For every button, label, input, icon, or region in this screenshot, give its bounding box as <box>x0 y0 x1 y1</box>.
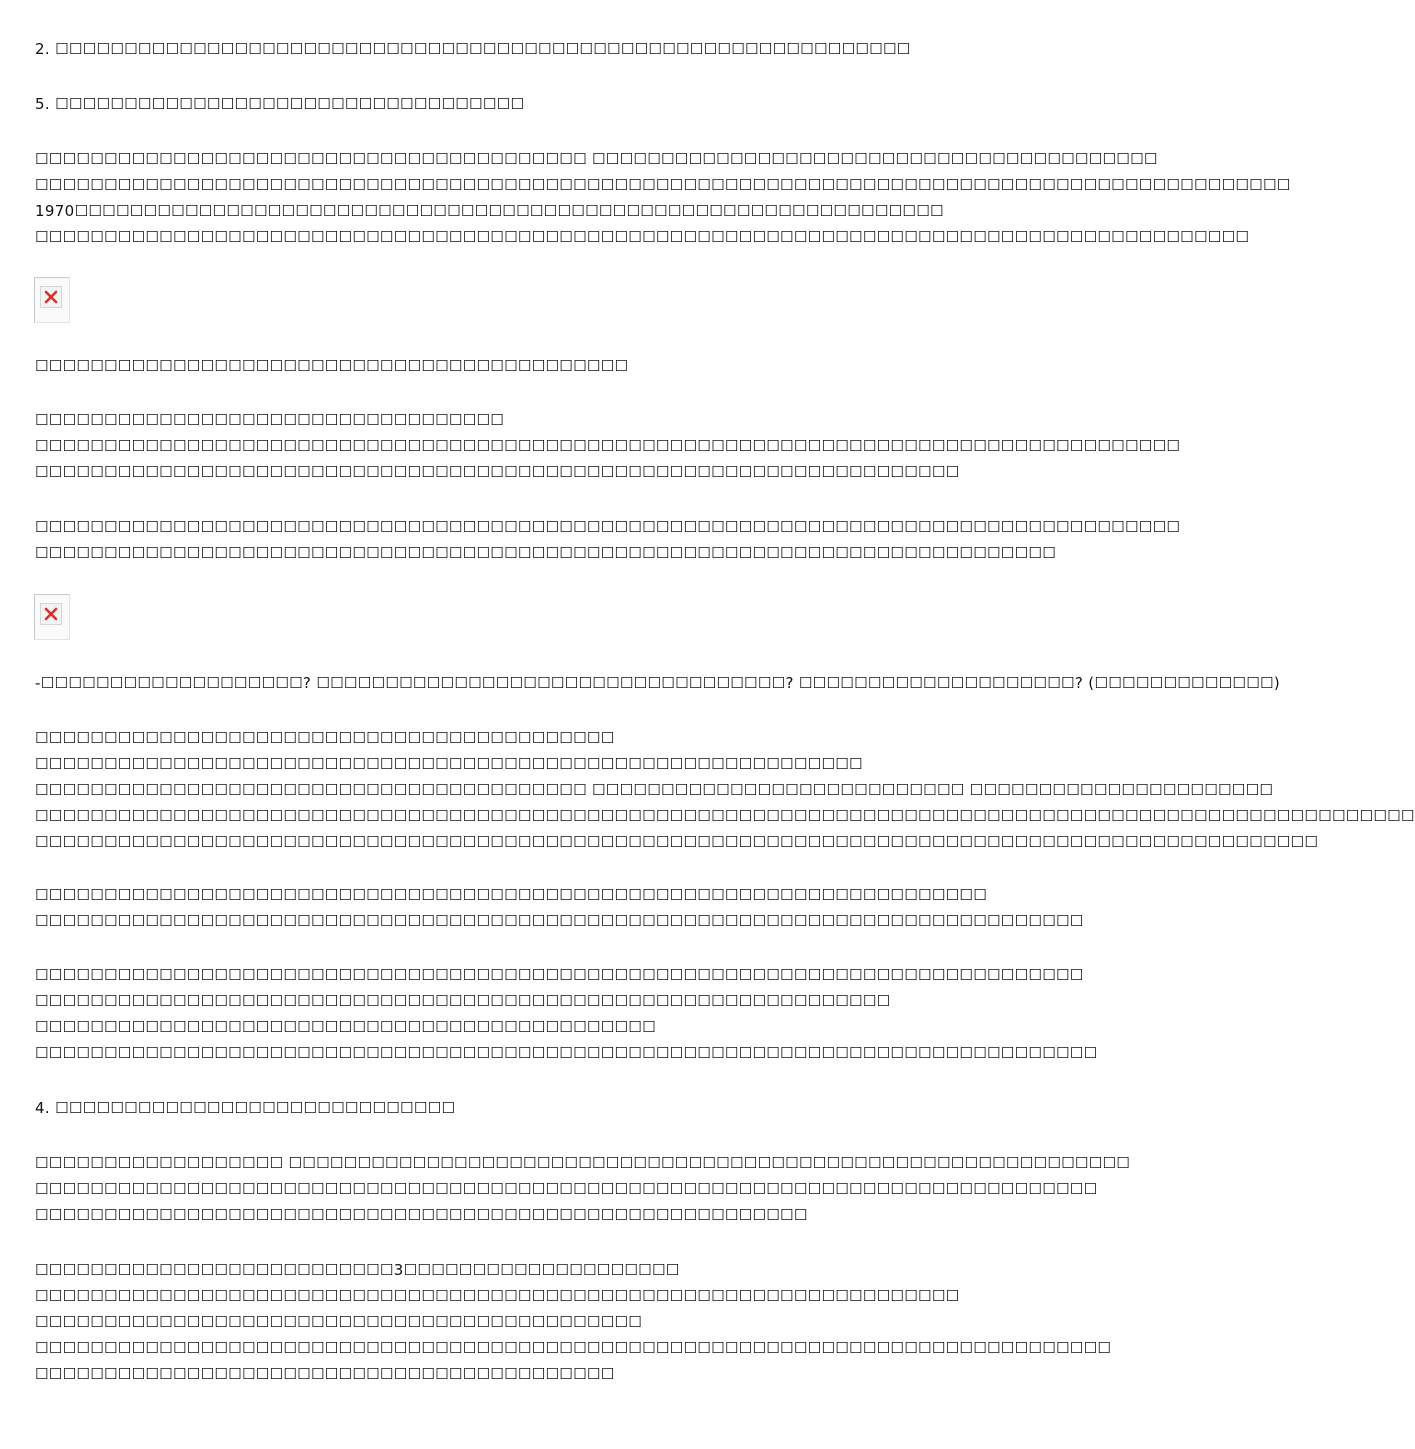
paragraph-line: ☐☐☐☐☐☐☐☐☐☐☐☐☐☐☐☐☐☐☐☐☐☐☐☐☐☐☐☐☐☐☐☐☐☐☐☐☐☐☐☐☐☐☐☐☐☐☐☐☐☐☐☐☐☐☐☐☐☐☐☐☐☐☐☐☐☐☐☐☐☐☐☐☐☐☐☐☐☐☐☐☐☐☐☐☐☐☐☐☐☐☐ <box>35 176 1291 194</box>
paragraph-line: ☐☐☐☐☐☐☐☐☐☐☐☐☐☐☐☐☐☐☐☐☐☐☐☐☐☐☐☐☐☐☐☐☐☐☐☐☐☐☐☐☐☐☐☐☐☐☐☐☐☐☐☐☐☐☐☐☐☐☐☐☐☐☐☐☐☐☐☐☐ <box>35 886 988 904</box>
paragraph-line: ☐☐☐☐☐☐☐☐☐☐☐☐☐☐☐☐☐☐☐☐☐☐☐☐☐☐☐☐☐☐☐☐☐☐☐☐☐☐☐☐☐☐☐☐☐☐☐☐☐☐☐☐☐☐☐☐☐☐☐☐☐☐☐☐☐☐☐ <box>35 463 960 481</box>
paragraph-line: ☐☐☐☐☐☐☐☐☐☐☐☐☐☐☐☐☐☐☐☐☐☐☐☐☐☐☐☐☐☐☐☐☐☐☐☐☐☐☐☐☐☐☐☐☐☐☐☐☐☐☐☐☐☐☐☐☐☐☐☐☐☐☐☐☐☐☐☐☐☐☐☐☐☐☐☐☐ <box>35 1180 1098 1198</box>
section-heading-4: 4. ☐☐☐☐☐☐☐☐☐☐☐☐☐☐☐☐☐☐☐☐☐☐☐☐☐☐☐☐☐ <box>35 1099 456 1117</box>
section-heading-2: 2. ☐☐☐☐☐☐☐☐☐☐☐☐☐☐☐☐☐☐☐☐☐☐☐☐☐☐☐☐☐☐☐☐☐☐☐☐☐☐☐☐☐☐☐☐☐☐☐☐☐☐☐☐☐☐☐☐☐☐☐☐☐☐ <box>35 40 911 58</box>
paragraph-line: ☐☐☐☐☐☐☐☐☐☐☐☐☐☐☐☐☐☐☐☐☐☐☐☐☐☐☐☐☐☐☐☐☐☐☐☐☐☐☐☐ ☐☐☐☐☐☐☐☐☐☐☐☐☐☐☐☐☐☐☐☐☐☐☐☐☐☐☐ ☐☐☐☐☐☐☐☐☐☐☐☐☐☐☐☐☐☐☐☐☐☐ <box>35 781 1274 799</box>
paragraph-line: ☐☐☐☐☐☐☐☐☐☐☐☐☐☐☐☐☐☐☐☐☐☐☐☐☐☐☐☐☐☐☐☐☐☐☐☐☐☐☐☐☐☐☐☐☐☐☐☐☐☐☐☐☐☐☐☐☐☐☐☐☐☐☐☐☐☐☐☐☐☐☐☐☐☐☐☐☐☐☐☐☐☐☐ <box>35 518 1181 536</box>
broken-image-icon <box>34 594 70 640</box>
paragraph-line: ☐☐☐☐☐☐☐☐☐☐☐☐☐☐☐☐☐☐☐☐☐☐☐☐☐☐☐☐☐☐☐☐☐☐☐☐☐☐☐☐☐☐☐☐☐☐☐☐☐☐☐☐☐☐☐☐☐☐☐☐☐☐☐☐☐☐☐☐☐☐☐☐☐☐☐☐☐ <box>35 1044 1098 1062</box>
paragraph-line: ☐☐☐☐☐☐☐☐☐☐☐☐☐☐☐☐☐☐☐☐☐☐☐☐☐☐☐☐☐☐☐☐☐☐☐☐☐☐☐☐☐☐☐☐☐☐☐☐☐☐☐☐☐☐☐☐☐☐☐☐☐☐☐☐☐☐☐☐☐☐☐☐☐☐☐☐☐☐☐☐☐☐☐☐☐☐☐☐☐☐☐☐☐☐☐☐☐☐☐☐ <box>35 807 1415 825</box>
paragraph-line: ☐☐☐☐☐☐☐☐☐☐☐☐☐☐☐☐☐☐☐☐☐☐☐☐☐☐☐☐☐☐☐☐☐☐☐☐☐☐☐☐☐☐☐☐ <box>35 1313 643 1331</box>
paragraph-line: ☐☐☐☐☐☐☐☐☐☐☐☐☐☐☐☐☐☐☐☐☐☐☐☐☐☐☐☐☐☐☐☐☐☐☐☐☐☐☐☐☐☐☐☐☐☐☐☐☐☐☐☐☐☐☐☐☐☐☐☐☐☐☐☐☐☐☐☐☐☐☐☐☐☐ <box>35 544 1056 562</box>
paragraph-line: ☐☐☐☐☐☐☐☐☐☐☐☐☐☐☐☐☐☐☐☐☐☐☐☐☐☐☐☐☐☐☐☐☐☐☐☐☐☐☐☐☐☐☐☐☐☐☐☐☐☐☐☐☐☐☐☐☐☐☐☐☐☐ <box>35 992 891 1010</box>
question-line: -☐☐☐☐☐☐☐☐☐☐☐☐☐☐☐☐☐☐☐? ☐☐☐☐☐☐☐☐☐☐☐☐☐☐☐☐☐☐☐☐☐☐☐☐☐☐☐☐☐☐☐☐☐☐? ☐☐☐☐☐☐☐☐☐☐☐☐☐☐☐☐☐☐☐☐? (☐☐☐☐☐☐☐☐☐☐☐☐☐) <box>35 674 1281 692</box>
paragraph-line: ☐☐☐☐☐☐☐☐☐☐☐☐☐☐☐☐☐☐☐☐☐☐☐☐☐☐☐☐☐☐☐☐☐☐☐☐☐☐☐☐☐☐☐☐☐☐☐☐☐☐☐☐☐☐☐☐ <box>35 1206 808 1224</box>
paragraph-line: ☐☐☐☐☐☐☐☐☐☐☐☐☐☐☐☐☐☐☐☐☐☐☐☐☐☐☐☐☐☐☐☐☐☐☐☐☐☐☐☐☐☐☐☐☐☐☐☐☐☐☐☐☐☐☐☐☐☐☐☐☐☐☐☐☐☐☐☐☐☐☐☐☐☐☐☐☐☐ <box>35 1339 1112 1357</box>
section-heading-5: 5. ☐☐☐☐☐☐☐☐☐☐☐☐☐☐☐☐☐☐☐☐☐☐☐☐☐☐☐☐☐☐☐☐☐☐ <box>35 95 525 113</box>
paragraph-line: ☐☐☐☐☐☐☐☐☐☐☐☐☐☐☐☐☐☐☐☐☐☐☐☐☐☐☐☐☐☐☐☐☐☐☐☐☐☐☐☐☐☐ <box>35 1365 615 1383</box>
paragraph-line: 1970☐☐☐☐☐☐☐☐☐☐☐☐☐☐☐☐☐☐☐☐☐☐☐☐☐☐☐☐☐☐☐☐☐☐☐☐☐☐☐☐☐☐☐☐☐☐☐☐☐☐☐☐☐☐☐☐☐☐☐☐☐☐☐ <box>35 202 944 220</box>
paragraph-line: ☐☐☐☐☐☐☐☐☐☐☐☐☐☐☐☐☐☐☐☐☐☐☐☐☐☐☐☐☐☐☐☐☐☐☐☐☐☐☐☐☐☐☐☐☐☐☐☐☐☐☐☐☐☐☐☐☐☐☐☐☐☐☐☐☐☐☐ <box>35 1287 960 1305</box>
paragraph-line: ☐☐☐☐☐☐☐☐☐☐☐☐☐☐☐☐☐☐☐☐☐☐☐☐☐☐☐☐☐☐☐☐☐☐☐☐☐☐☐☐☐☐☐☐☐☐☐☐☐☐☐☐☐☐☐☐☐☐☐☐☐☐☐☐☐☐☐☐☐☐☐☐☐☐☐☐ <box>35 966 1084 984</box>
paragraph-line: ☐☐☐☐☐☐☐☐☐☐☐☐☐☐☐☐☐☐☐☐☐☐☐☐☐☐☐☐☐☐☐☐☐☐☐☐☐☐☐☐ ☐☐☐☐☐☐☐☐☐☐☐☐☐☐☐☐☐☐☐☐☐☐☐☐☐☐☐☐☐☐☐☐☐☐☐☐☐☐☐☐☐ <box>35 150 1158 168</box>
paragraph-line: ☐☐☐☐☐☐☐☐☐☐☐☐☐☐☐☐☐☐☐☐☐☐☐☐☐☐☐☐☐☐☐☐☐☐☐☐☐☐☐☐☐☐☐☐☐☐☐☐☐☐☐☐☐☐☐☐☐☐☐☐☐☐☐☐☐☐☐☐☐☐☐☐☐☐☐☐☐☐☐☐☐☐☐☐☐☐☐☐ <box>35 228 1250 246</box>
paragraph-line: ☐☐☐☐☐☐☐☐☐☐☐☐☐☐☐☐☐☐☐☐☐☐☐☐☐☐☐☐☐☐☐☐☐☐☐☐☐☐☐☐☐☐☐☐☐☐☐☐☐☐☐☐☐☐☐☐☐☐☐☐☐☐☐☐☐☐☐☐☐☐☐☐☐☐☐☐☐☐☐☐☐☐☐ <box>35 437 1181 455</box>
paragraph-line: ☐☐☐☐☐☐☐☐☐☐☐☐☐☐☐☐☐☐☐☐☐☐☐☐☐☐☐☐☐☐☐☐☐☐ <box>35 411 505 429</box>
paragraph-line: ☐☐☐☐☐☐☐☐☐☐☐☐☐☐☐☐☐☐☐☐☐☐☐☐☐☐3☐☐☐☐☐☐☐☐☐☐☐☐☐☐☐☐☐☐☐☐ <box>35 1261 680 1279</box>
paragraph-line: ☐☐☐☐☐☐☐☐☐☐☐☐☐☐☐☐☐☐☐☐☐☐☐☐☐☐☐☐☐☐☐☐☐☐☐☐☐☐☐☐☐☐☐☐☐☐☐☐☐☐☐☐☐☐☐☐☐☐☐☐☐☐☐☐☐☐☐☐☐☐☐☐☐☐☐☐ <box>35 912 1084 930</box>
paragraph-line: ☐☐☐☐☐☐☐☐☐☐☐☐☐☐☐☐☐☐ ☐☐☐☐☐☐☐☐☐☐☐☐☐☐☐☐☐☐☐☐☐☐☐☐☐☐☐☐☐☐☐☐☐☐☐☐☐☐☐☐☐☐☐☐☐☐☐☐☐☐☐☐☐☐☐☐☐☐☐☐☐ <box>35 1154 1131 1172</box>
broken-image-icon <box>34 277 70 323</box>
paragraph-line: ☐☐☐☐☐☐☐☐☐☐☐☐☐☐☐☐☐☐☐☐☐☐☐☐☐☐☐☐☐☐☐☐☐☐☐☐☐☐☐☐☐☐ <box>35 729 615 747</box>
paragraph-line: ☐☐☐☐☐☐☐☐☐☐☐☐☐☐☐☐☐☐☐☐☐☐☐☐☐☐☐☐☐☐☐☐☐☐☐☐☐☐☐☐☐☐☐ <box>35 357 629 375</box>
paragraph-line: ☐☐☐☐☐☐☐☐☐☐☐☐☐☐☐☐☐☐☐☐☐☐☐☐☐☐☐☐☐☐☐☐☐☐☐☐☐☐☐☐☐☐☐☐☐☐☐☐☐☐☐☐☐☐☐☐☐☐☐☐ <box>35 755 863 773</box>
paragraph-line: ☐☐☐☐☐☐☐☐☐☐☐☐☐☐☐☐☐☐☐☐☐☐☐☐☐☐☐☐☐☐☐☐☐☐☐☐☐☐☐☐☐☐☐☐☐ <box>35 1018 656 1036</box>
paragraph-line: ☐☐☐☐☐☐☐☐☐☐☐☐☐☐☐☐☐☐☐☐☐☐☐☐☐☐☐☐☐☐☐☐☐☐☐☐☐☐☐☐☐☐☐☐☐☐☐☐☐☐☐☐☐☐☐☐☐☐☐☐☐☐☐☐☐☐☐☐☐☐☐☐☐☐☐☐☐☐☐☐☐☐☐☐☐☐☐☐☐☐☐☐☐ <box>35 833 1319 851</box>
